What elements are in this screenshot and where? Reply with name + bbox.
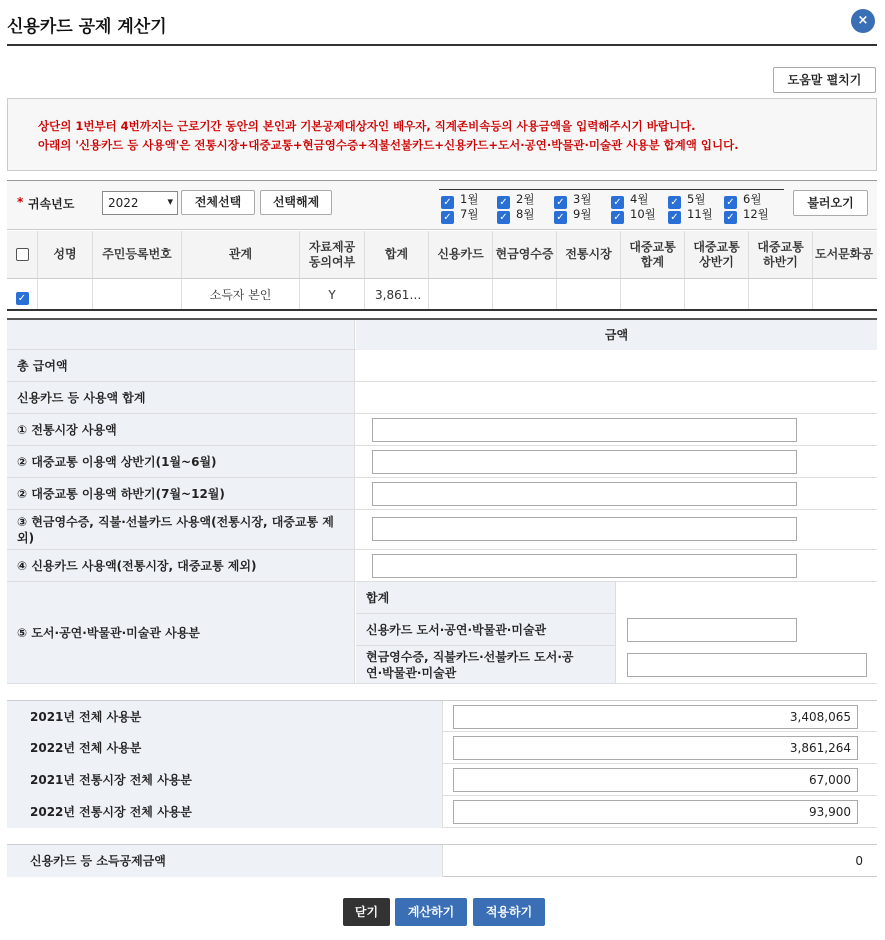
- month-9[interactable]: ✓ 9월: [554, 207, 610, 222]
- grid-header-market: 전통시장: [557, 231, 621, 279]
- row-cash-receipt: [7, 510, 877, 550]
- required-mark: *: [17, 195, 24, 209]
- grid-header-ssn: 주민등록번호: [93, 231, 182, 279]
- notice-box: [7, 98, 877, 171]
- cell-market: [557, 279, 621, 311]
- deselect-all-button[interactable]: 선택해제: [260, 190, 332, 215]
- notice-line-2: 아래의 '신용카드 등 사용액'은 전통시장+대중교통+현금영수증+직불선불카드+신용카드+도서·공연·박물관·미술관 사용분 합계액 입니다.: [38, 138, 739, 152]
- cell-transit-h2: [749, 279, 813, 311]
- month-7[interactable]: ✓ 7월: [441, 207, 497, 222]
- cell-cash-receipt: [493, 279, 557, 311]
- label-total-salary: 총 급여액: [7, 350, 355, 381]
- market-input[interactable]: [372, 418, 797, 442]
- culture-cash-input[interactable]: [627, 653, 867, 677]
- row-market: [7, 414, 877, 446]
- checkbox-checked-icon[interactable]: ✓: [554, 196, 567, 209]
- grid-header-consent: 자료제공 동의여부: [300, 231, 365, 279]
- row-total-salary: [7, 350, 877, 382]
- checkbox-checked-icon[interactable]: ✓: [441, 211, 454, 224]
- checkbox-checked-icon[interactable]: ✓: [16, 292, 29, 305]
- load-button[interactable]: 불러오기: [793, 190, 868, 216]
- amount-header: 금액: [356, 320, 877, 350]
- cell-transit-total: [621, 279, 685, 311]
- label-cash-receipt: ③ 현금영수증, 직불·선불카드 사용액(전통시장, 대중교통 제외): [7, 510, 355, 549]
- month-12[interactable]: ✓ 12월: [724, 207, 780, 222]
- month-2[interactable]: ✓ 2월: [497, 192, 553, 207]
- summary-2022-market-input[interactable]: 93,900: [453, 800, 858, 824]
- amount-header-row: [7, 318, 877, 350]
- checkbox-checked-icon[interactable]: ✓: [611, 211, 624, 224]
- summary-label: 2021년 전체 사용분: [7, 701, 443, 733]
- row-select[interactable]: [7, 279, 38, 311]
- chevron-down-icon: ▾: [167, 195, 173, 208]
- select-all-button[interactable]: 전체선택: [181, 190, 255, 215]
- grid-header-total: 합계: [365, 231, 429, 279]
- row-culture: [7, 582, 877, 684]
- grid-header-select[interactable]: [7, 231, 38, 279]
- row-transit-h2: [7, 478, 877, 510]
- month-10[interactable]: ✓ 10월: [611, 207, 667, 222]
- cell-name: [38, 279, 93, 311]
- label-market: ① 전통시장 사용액: [7, 414, 355, 445]
- checkbox-checked-icon[interactable]: ✓: [554, 211, 567, 224]
- cell-consent: Y: [300, 279, 365, 311]
- summary-label: 2021년 전통시장 전체 사용분: [7, 764, 443, 796]
- summary-label: 2022년 전체 사용분: [7, 732, 443, 764]
- summary-row: [7, 700, 877, 732]
- checkbox-checked-icon[interactable]: ✓: [724, 196, 737, 209]
- summary-row: [7, 732, 877, 764]
- summary-row: [7, 796, 877, 828]
- grid-header-transit-total: 대중교통 합계: [621, 231, 685, 279]
- header-blank: [7, 320, 355, 349]
- month-1[interactable]: ✓ 1월: [441, 192, 497, 207]
- transit-h1-input[interactable]: [372, 450, 797, 474]
- deduction-row: [7, 844, 877, 877]
- checkbox-checked-icon[interactable]: ✓: [668, 196, 681, 209]
- culture-card-input[interactable]: [627, 618, 797, 642]
- summary-2022-total-input[interactable]: 3,861,264: [453, 736, 858, 760]
- label-culture-card: 신용카드 도서·공연·박물관·미술관: [356, 614, 616, 646]
- apply-button[interactable]: 적용하기: [473, 898, 545, 926]
- deduction-value: 0: [855, 854, 863, 868]
- summary-2021-total-input[interactable]: 3,408,065: [453, 705, 858, 729]
- window-title: 신용카드 공제 계산기: [7, 17, 167, 37]
- title-bar: [7, 0, 877, 46]
- label-credit-card: ④ 신용카드 사용액(전통시장, 대중교통 제외): [7, 550, 355, 581]
- checkbox-checked-icon[interactable]: ✓: [668, 211, 681, 224]
- close-button[interactable]: 닫기: [343, 898, 390, 926]
- month-3[interactable]: ✓ 3월: [554, 192, 610, 207]
- help-toggle-button[interactable]: 도움말 펼치기: [773, 67, 876, 93]
- label-culture-cash: 현금영수증, 직불카드·선불카드 도서·공연·박물관·미술관: [356, 646, 616, 684]
- label-card-total: 신용카드 등 사용액 합계: [7, 382, 355, 413]
- summary-label: 2022년 전통시장 전체 사용분: [7, 796, 443, 828]
- calculate-button[interactable]: 계산하기: [395, 898, 467, 926]
- month-6[interactable]: ✓ 6월: [724, 192, 780, 207]
- grid-header-cash-receipt: 현금영수증: [493, 231, 557, 279]
- checkbox-unchecked-icon[interactable]: [16, 248, 29, 261]
- label-culture: ⑤ 도서·공연·박물관·미술관 사용분: [7, 582, 355, 683]
- deduction-label: 신용카드 등 소득공제금액: [7, 845, 443, 877]
- data-grid: [7, 231, 877, 311]
- notice-line-1: 상단의 1번부터 4번까지는 근로기간 동안의 본인과 기본공제대상자인 배우자, 직계존비속등의 사용금액을 입력해주시기 바랍니다.: [38, 119, 696, 133]
- month-8[interactable]: ✓ 8월: [497, 207, 553, 222]
- cell-transit-h1: [685, 279, 749, 311]
- cell-ssn: [93, 279, 182, 311]
- credit-card-input[interactable]: [372, 554, 797, 578]
- cell-total: 3,861…: [365, 279, 429, 311]
- month-4[interactable]: ✓ 4월: [611, 192, 667, 207]
- transit-h2-input[interactable]: [372, 482, 797, 506]
- close-icon[interactable]: ×: [851, 9, 875, 33]
- year-value: 2022: [108, 196, 139, 210]
- grid-header-transit-h1: 대중교통 상반기: [685, 231, 749, 279]
- year-select[interactable]: [102, 191, 178, 215]
- grid-header-transit-h2: 대중교통 하반기: [749, 231, 813, 279]
- row-transit-h1: [7, 446, 877, 478]
- cash-receipt-input[interactable]: [372, 517, 797, 541]
- filter-bar: [7, 180, 877, 230]
- grid-header-relation: 관계: [182, 231, 300, 279]
- month-11[interactable]: ✓ 11월: [668, 207, 724, 222]
- cell-relation: 소득자 본인: [182, 279, 300, 311]
- grid-header-culture: 도서문화공: [813, 231, 877, 279]
- label-culture-total: 합계: [356, 582, 616, 614]
- year-label: 귀속년도: [28, 197, 75, 211]
- summary-row: [7, 764, 877, 796]
- label-transit-h2: ② 대중교통 이용액 하반기(7월~12월): [7, 478, 355, 509]
- checkbox-checked-icon[interactable]: ✓: [497, 211, 510, 224]
- checkbox-checked-icon[interactable]: ✓: [497, 196, 510, 209]
- checkbox-checked-icon[interactable]: ✓: [441, 196, 454, 209]
- checkbox-checked-icon[interactable]: ✓: [611, 196, 624, 209]
- checkbox-checked-icon[interactable]: ✓: [724, 211, 737, 224]
- grid-header-credit-card: 신용카드: [429, 231, 493, 279]
- month-5[interactable]: ✓ 5월: [668, 192, 724, 207]
- grid-header-name: 성명: [38, 231, 93, 279]
- label-transit-h1: ② 대중교통 이용액 상반기(1월~6월): [7, 446, 355, 477]
- month-checkboxes: [439, 189, 784, 223]
- row-card-total: [7, 382, 877, 414]
- cell-credit-card: [429, 279, 493, 311]
- row-credit-card: [7, 550, 877, 582]
- summary-2021-market-input[interactable]: 67,000: [453, 768, 858, 792]
